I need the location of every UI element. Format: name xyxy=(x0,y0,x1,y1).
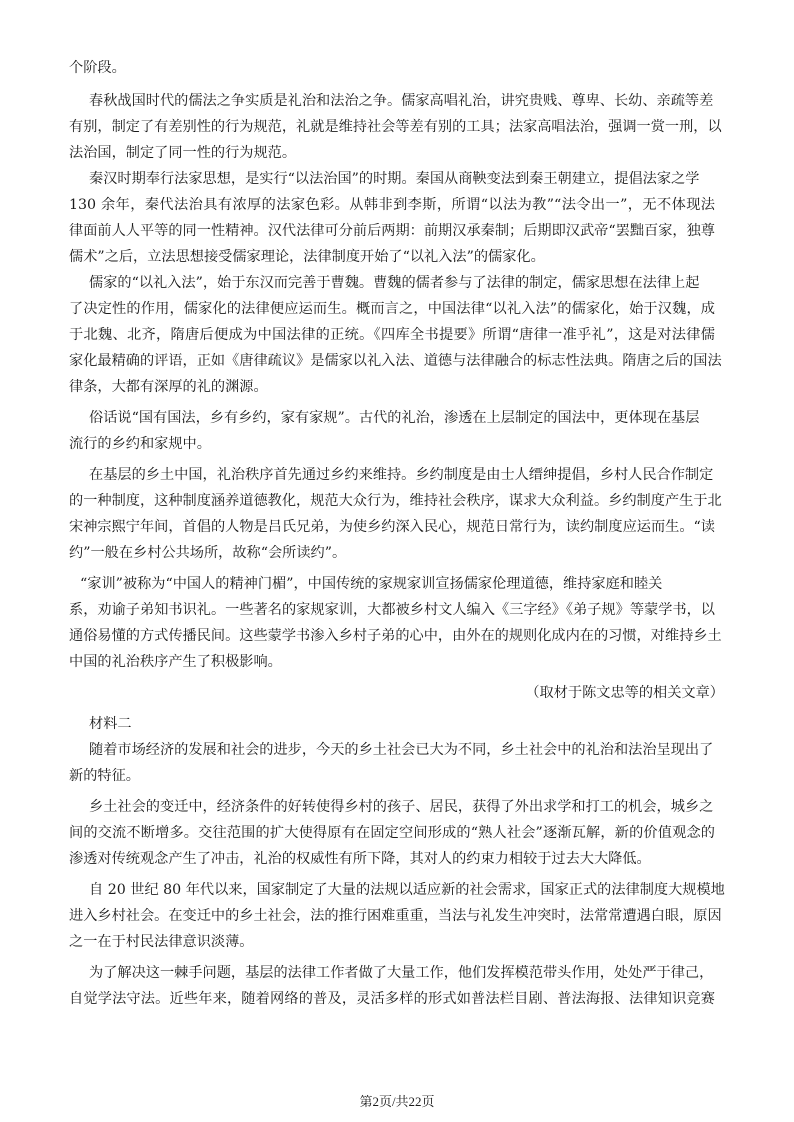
text-line: 随着市场经济的发展和社会的进步，今天的乡土社会已大为不同，乡土社会中的礼治和法治呈现出了 xyxy=(89,742,714,758)
text-line: 儒家的“以礼入法”，始于东汉而完善于曹魏。曹魏的儒者参与了法律的制定，儒家思想在法律上起 xyxy=(89,275,700,291)
text-line: 渗透对传统观念产生了冲击，礼治的权威性有所下降，其对人的约束力相较于过去大大降低。 xyxy=(69,851,651,867)
text-line: 法治国，制定了同一性的行为规范。 xyxy=(69,145,297,161)
text-line: 律面前人人平等的同一性精神。汉代法律可分前后两期：前期汉承秦制；后期即汉武帝“罢黜百家，独尊 xyxy=(69,223,715,239)
text-line: 自觉学法守法。近些年来，随着网络的普及，灵活多样的形式如普法栏目剧、普法海报、法律知识竞赛 xyxy=(69,991,715,1007)
text-line: 新的特征。 xyxy=(69,768,140,784)
text-line: 宋神宗熙宁年间，首倡的人物是吕氏兄弟，为使乡约深入民心，规范日常行为，读约制度应运而生。“读 xyxy=(69,519,715,535)
text-line: 秦汉时期奉行法家思想，是实行“以法治国”的时期。秦国从商鞅变法到秦王朝建立，提倡法家之学 xyxy=(89,171,700,187)
text-line: 之一在于村民法律意识淡薄。 xyxy=(69,934,254,950)
source-citation: （取材于陈文忠等的相关文章） xyxy=(525,685,724,701)
text-line: 有别，制定了有差别性的行为规范，礼就是维持社会等差有别的工具；法家高唱法治，强调一赏一刑，以 xyxy=(69,119,722,135)
text-line: 乡土社会的变迁中，经济条件的好转使得乡村的孩子、居民，获得了外出求学和打工的机会，城乡之 xyxy=(89,799,714,815)
text-line: “家训”被称为“中国人的精神门楣”，中国传统的家规家训宣扬儒家伦理道德，维持家庭和睦关 xyxy=(80,576,663,592)
text-line: 通俗易懂的方式传播民间。这些蒙学书渗入乡村子弟的心中，由外在的规则化成内在的习惯，对维持乡土 xyxy=(69,628,722,644)
text-line: 的一种制度，这种制度涵养道德教化，规范大众行为，维持社会秩序，谋求大众利益。乡约制度产生于北 xyxy=(69,493,722,509)
text-line: 于北魏、北齐，隋唐后便成为中国法律的正统。《四库全书提要》所谓“唐律一准乎礼”，这是对法律儒 xyxy=(69,327,715,343)
text-line: 家化最精确的评语，正如《唐律疏议》是儒家以礼入法、道德与法律融合的标志性法典。隋唐之后的国法 xyxy=(69,353,722,369)
page-number-footer: 第2页/共22页 xyxy=(359,1094,435,1109)
text-line: 俗话说“国有国法，乡有乡约，家有家规”。古代的礼治，渗透在上层制定的国法中，更体现在基层 xyxy=(89,410,700,426)
text-line: 律条，大都有深厚的礼的渊源。 xyxy=(69,379,268,395)
section-heading: 材料二 xyxy=(89,716,132,732)
text-line: 自 20 世纪 80 年代以来，国家制定了大量的法规以适应新的社会需求，国家正式的法律制度大规模地 xyxy=(89,882,725,898)
text-line: 春秋战国时代的儒法之争实质是礼治和法治之争。儒家高唱礼治，讲究贵贱、尊卑、长幼、亲疏等差 xyxy=(89,93,714,109)
text-line: 130 余年，秦代法治具有浓厚的法家色彩。从韩非到李斯，所谓“以法为教”“法令出一”，无不体现法 xyxy=(69,197,715,213)
text-line: 个阶段。 xyxy=(69,60,126,76)
text-line: 儒术”之后，立法思想接受儒家理论，法律制度开始了“以礼入法”的儒家化。 xyxy=(69,249,545,265)
text-line: 流行的乡约和家规中。 xyxy=(69,436,211,452)
text-line: 约”一般在乡村公共场所，故称“会所读约”。 xyxy=(69,545,347,561)
text-line: 间的交流不断增多。交往范围的扩大使得原有在固定空间形成的“熟人社会”逐渐瓦解，新的价值观念的 xyxy=(69,825,715,841)
text-line: 为了解决这一棘手问题，基层的法律工作者做了大量工作，他们发挥模范带头作用，处处严于律己， xyxy=(89,965,714,981)
text-line: 进入乡村社会。在变迁中的乡土社会，法的推行困难重重，当法与礼发生冲突时，法常常遭遇白眼，原因 xyxy=(69,908,722,924)
text-line: 中国的礼治秩序产生了积极影响。 xyxy=(69,654,282,670)
text-line: 系，劝谕子弟知书识礼。一些著名的家规家训，大都被乡村文人编入《三字经》《弟子规》等蒙学书，以 xyxy=(69,602,715,618)
text-line: 在基层的乡土中国，礼治秩序首先通过乡约来维持。乡约制度是由士人缙绅提倡，乡村人民合作制定 xyxy=(89,467,714,483)
text-line: 了决定性的作用，儒家化的法律便应运而生。概而言之，中国法律“以礼入法”的儒家化，始于汉魏，成 xyxy=(69,301,715,317)
